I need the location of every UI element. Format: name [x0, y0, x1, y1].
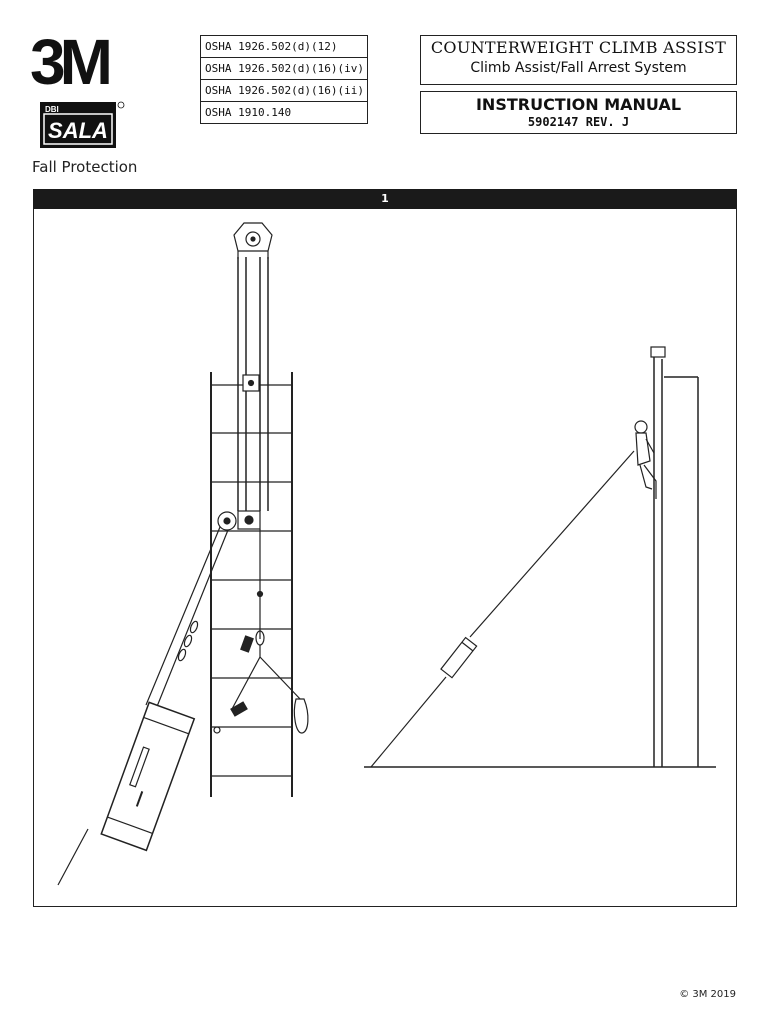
osha-row: OSHA 1926.502(d)(16)(iv) — [201, 57, 367, 79]
chain-icon — [177, 620, 199, 661]
figure-illustration — [34, 209, 736, 906]
osha-standards-table — [200, 35, 368, 124]
climber-icon — [635, 421, 656, 499]
dbi-text: DBI — [45, 105, 59, 114]
product-subtitle: Climb Assist/Fall Arrest System — [470, 60, 687, 76]
pole-scene-illustration — [364, 347, 716, 767]
sala-text: SALA — [48, 118, 108, 143]
manual-title: INSTRUCTION MANUAL — [475, 95, 682, 114]
product-title-box — [420, 35, 737, 85]
product-title: COUNTERWEIGHT CLIMB ASSIST — [430, 38, 727, 57]
small-counterweight-icon — [441, 638, 477, 678]
figure-number-bar: 1 — [33, 189, 737, 209]
manual-title-box — [420, 91, 737, 134]
3m-logo — [30, 30, 128, 88]
counterweight-icon — [101, 702, 194, 850]
figure-1 — [33, 209, 737, 907]
lanyard-icon — [214, 631, 308, 733]
fall-protection-label: Fall Protection — [32, 158, 138, 176]
dbi-sala-logo — [38, 100, 126, 150]
manual-number: 5902147 REV. J — [527, 115, 630, 129]
copyright: © 3M 2019 — [679, 989, 736, 1000]
lower-pulley-icon — [218, 511, 260, 530]
3m-logo-text: 3M — [30, 30, 107, 88]
osha-row: OSHA 1910.140 — [201, 101, 367, 123]
ladder-illustration — [211, 372, 292, 797]
osha-row: OSHA 1926.502(d)(12) — [205, 40, 338, 53]
osha-row: OSHA 1926.502(d)(16)(ii) — [201, 79, 367, 101]
top-pulley-icon — [234, 223, 272, 259]
